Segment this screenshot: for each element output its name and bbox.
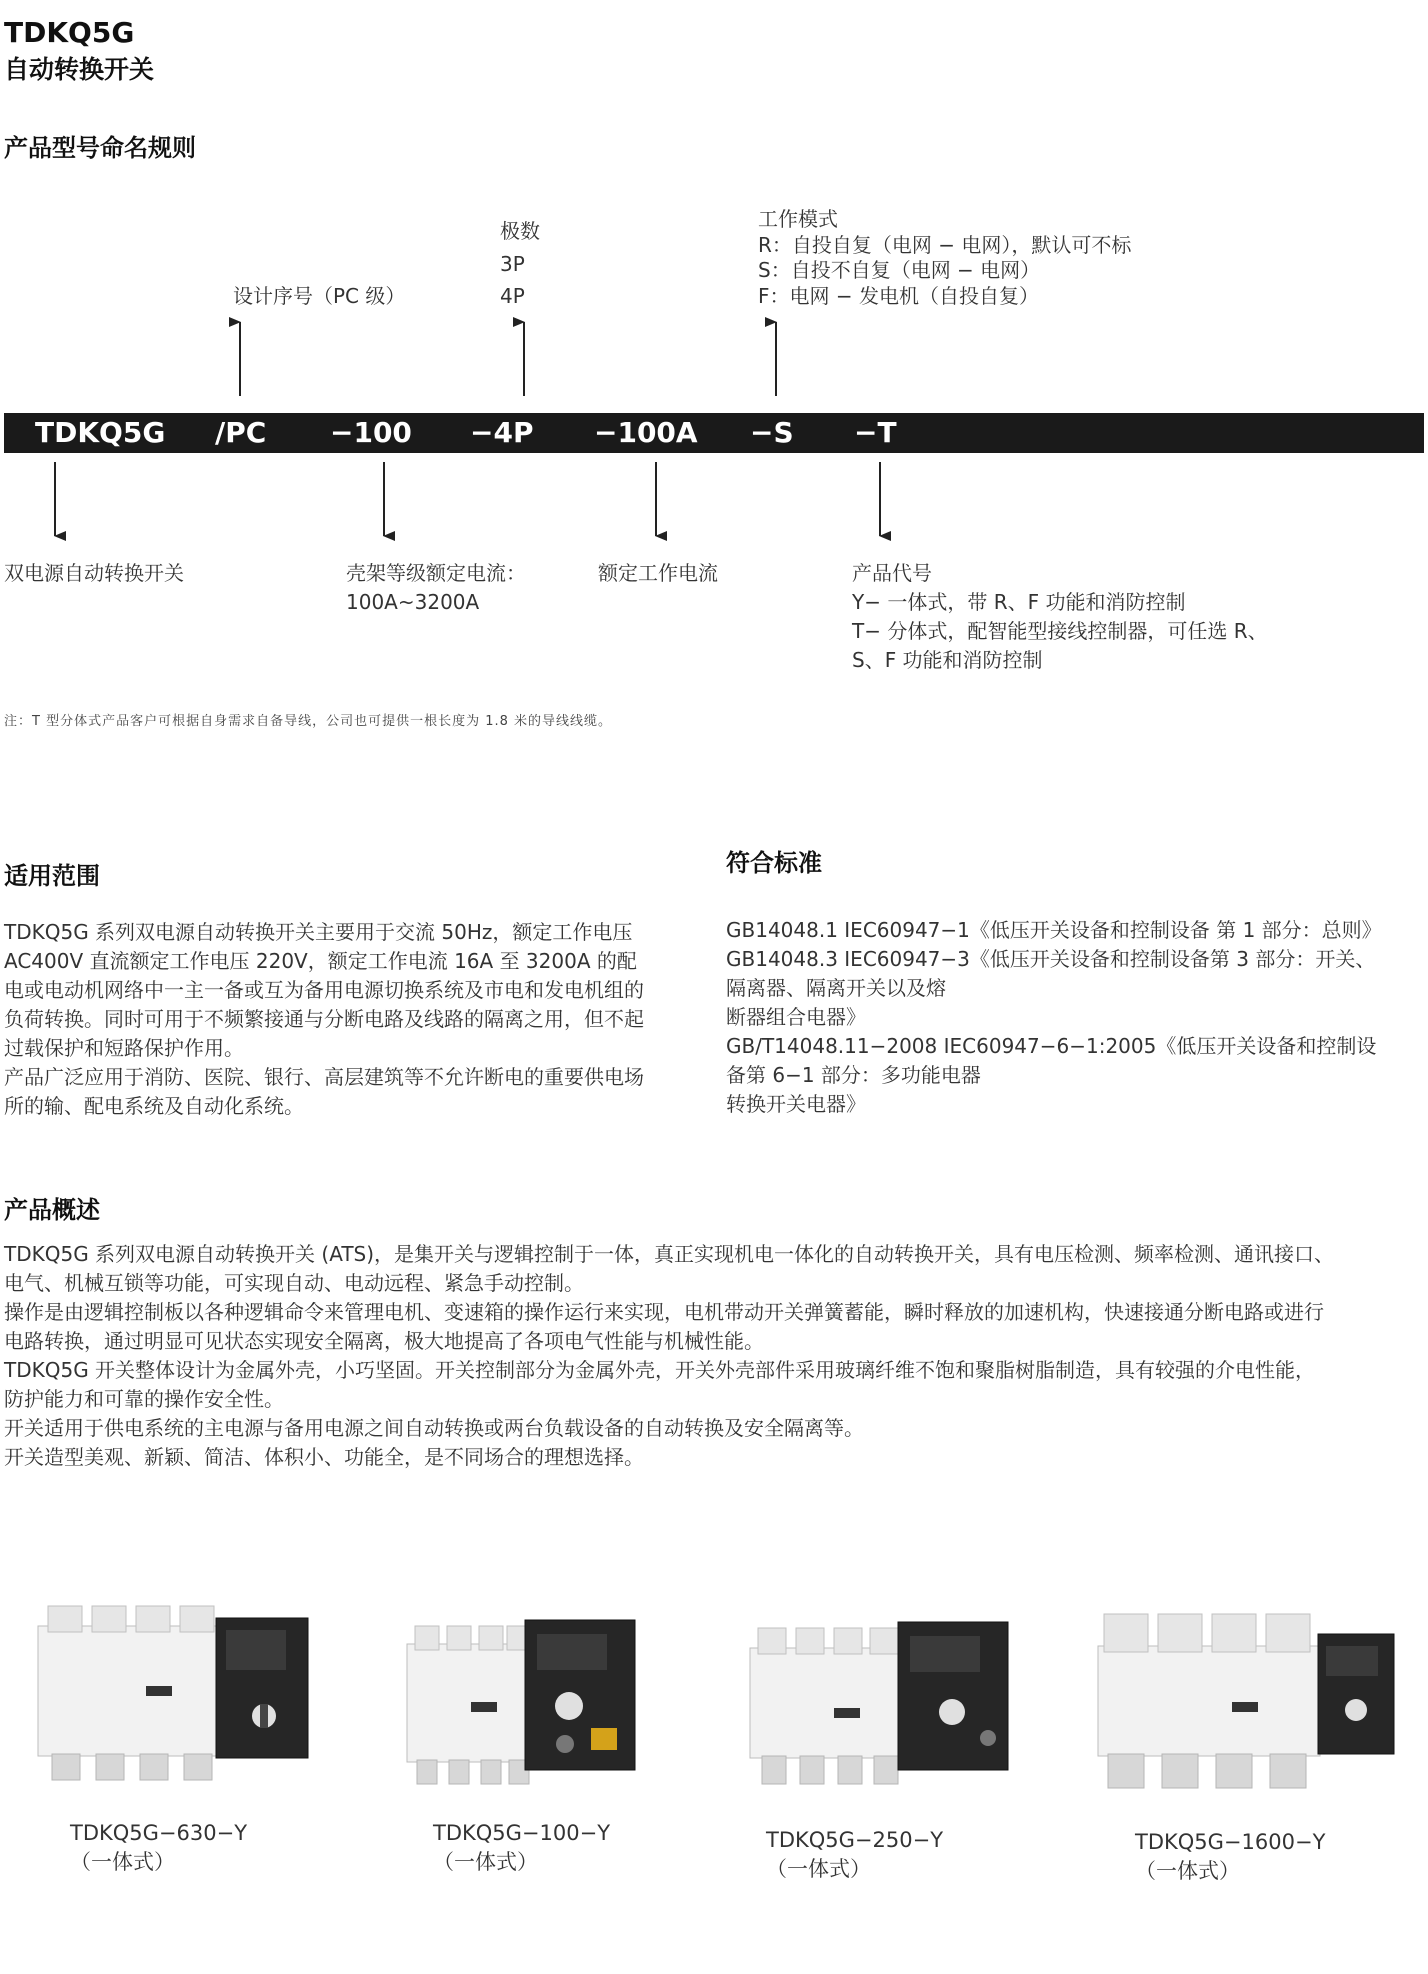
product-type: （一体式） bbox=[1135, 1859, 1240, 1883]
overview-line: TDKQ5G 系列双电源自动转换开关 (ATS)，是集开关与逻辑控制于一体，真正实现机电一体化的自动转换开关，具有电压检测、频率检测、通讯接口、 bbox=[4, 1242, 1335, 1266]
scope-line: 过载保护和短路保护作用。 bbox=[4, 1036, 244, 1060]
label-code-t2: S、F 功能和消防控制 bbox=[852, 648, 1043, 672]
product-model: TDKQ5G−1600−Y bbox=[1135, 1830, 1326, 1854]
label-mode-f: F：电网 − 发电机（自投自复） bbox=[758, 284, 1039, 308]
overview-text bbox=[4, 1240, 1424, 1472]
label-frame-range: 100A~3200A bbox=[346, 590, 480, 614]
naming-heading: 产品型号命名规则 bbox=[4, 134, 196, 162]
product-image-630 bbox=[28, 1598, 313, 1788]
scope-heading: 适用范围 bbox=[4, 862, 100, 890]
overview-line: 操作是由逻辑控制板以各种逻辑命令来管理电机、变速箱的操作运行来实现，电机带动开关弹簧蓄能，瞬时释放的加速机构，快速接通分断电路或进行 bbox=[4, 1300, 1324, 1324]
scope-text bbox=[4, 918, 694, 1121]
standard-line: GB14048.3 IEC60947−3《低压开关设备和控制设备第 3 部分：开关、 bbox=[726, 947, 1376, 971]
product-caption bbox=[766, 1826, 943, 1884]
label-poles-4p: 4P bbox=[500, 284, 525, 308]
label-design-serial: 设计序号（PC 级） bbox=[233, 284, 406, 308]
naming-note: 注：T 型分体式产品客户可根据自身需求自备导线，公司也可提供一根长度为 1.8 米的导线线缆。 bbox=[4, 714, 613, 729]
product-type: （一体式） bbox=[766, 1857, 871, 1881]
code-segment: −S bbox=[750, 416, 794, 449]
overview-line: 开关适用于供电系统的主电源与备用电源之间自动转换或两台负载设备的自动转换及安全隔离等。 bbox=[4, 1416, 864, 1440]
code-segment: −T bbox=[854, 416, 897, 449]
product-image-100 bbox=[395, 1616, 645, 1791]
label-product-type: 双电源自动转换开关 bbox=[4, 561, 184, 585]
standard-line: GB14048.1 IEC60947−1《低压开关设备和控制设备 第 1 部分：总则》 bbox=[726, 918, 1382, 942]
scope-line: 产品广泛应用于消防、医院、银行、高层建筑等不允许断电的重要供电场 bbox=[4, 1065, 644, 1089]
overview-line: 防护能力和可靠的操作安全性。 bbox=[4, 1387, 284, 1411]
code-segment: −4P bbox=[470, 416, 534, 449]
overview-heading: 产品概述 bbox=[4, 1196, 100, 1224]
label-rated-current: 额定工作电流 bbox=[598, 561, 718, 585]
scope-line: 电或电动机网络中一主一备或互为备用电源切换系统及市电和发电机组的 bbox=[4, 978, 644, 1002]
product-caption bbox=[433, 1819, 610, 1877]
product-model: TDKQ5G−630−Y bbox=[70, 1821, 248, 1845]
page-title: TDKQ5G bbox=[4, 16, 135, 49]
product-caption bbox=[70, 1819, 247, 1877]
standards-heading: 符合标准 bbox=[726, 849, 822, 877]
scope-line: 负荷转换。同时可用于不频繁接通与分断电路及线路的隔离之用，但不起 bbox=[4, 1007, 644, 1031]
standards-text bbox=[726, 916, 1426, 1119]
product-type: （一体式） bbox=[433, 1850, 538, 1874]
product-type: （一体式） bbox=[70, 1850, 175, 1874]
standard-line: 备第 6−1 部分：多功能电器 bbox=[726, 1063, 981, 1087]
label-frame-title: 壳架等级额定电流： bbox=[346, 561, 526, 585]
product-model: TDKQ5G−100−Y bbox=[433, 1821, 611, 1845]
overview-line: 开关造型美观、新颖、简洁、体积小、功能全，是不同场合的理想选择。 bbox=[4, 1445, 644, 1469]
label-poles-3p: 3P bbox=[500, 252, 525, 276]
label-mode-r: R：自投自复（电网 − 电网），默认可不标 bbox=[758, 233, 1132, 257]
label-mode-s: S：自投不自复（电网 − 电网） bbox=[758, 258, 1041, 282]
label-code-t1: T− 分体式，配智能型接线控制器，可任选 R、 bbox=[852, 619, 1268, 643]
product-image-250 bbox=[738, 1616, 1018, 1791]
scope-line: AC400V 直流额定工作电压 220V，额定工作电流 16A 至 3200A 的配 bbox=[4, 949, 637, 973]
label-code-title: 产品代号 bbox=[852, 561, 932, 585]
scope-line: 所的输、配电系统及自动化系统。 bbox=[4, 1094, 304, 1118]
overview-line: 电路转换，通过明显可见状态实现安全隔离，极大地提高了各项电气性能与机械性能。 bbox=[4, 1329, 764, 1353]
model-code-bar bbox=[4, 413, 1424, 453]
standard-line: 断器组合电器》 bbox=[726, 1005, 866, 1029]
code-segment: −100 bbox=[330, 416, 412, 449]
label-poles-title: 极数 bbox=[500, 219, 540, 243]
standard-line: 隔离器、隔离开关以及熔 bbox=[726, 976, 946, 1000]
overview-line: TDKQ5G 开关整体设计为金属外壳，小巧坚固。开关控制部分为金属外壳，开关外壳部件采用玻璃纤维不饱和聚脂树脂制造，具有较强的介电性能， bbox=[4, 1358, 1316, 1382]
product-image-1600 bbox=[1082, 1606, 1402, 1796]
product-caption bbox=[1135, 1828, 1325, 1886]
scope-line: TDKQ5G 系列双电源自动转换开关主要用于交流 50Hz，额定工作电压 bbox=[4, 920, 633, 944]
product-model: TDKQ5G−250−Y bbox=[766, 1828, 944, 1852]
code-segment: /PC bbox=[215, 416, 267, 449]
standard-line: GB/T14048.11−2008 IEC60947−6−1:2005《低压开关设备和控制设 bbox=[726, 1034, 1377, 1058]
page-subtitle: 自动转换开关 bbox=[4, 55, 155, 84]
code-segment: TDKQ5G bbox=[35, 416, 166, 449]
standard-line: 转换开关电器》 bbox=[726, 1092, 866, 1116]
code-segment: −100A bbox=[594, 416, 698, 449]
label-mode-title: 工作模式 bbox=[758, 207, 838, 231]
naming-arrows bbox=[0, 0, 1428, 560]
overview-line: 电气、机械互锁等功能，可实现自动、电动远程、紧急手动控制。 bbox=[4, 1271, 584, 1295]
label-code-y: Y− 一体式，带 R、F 功能和消防控制 bbox=[852, 590, 1186, 614]
